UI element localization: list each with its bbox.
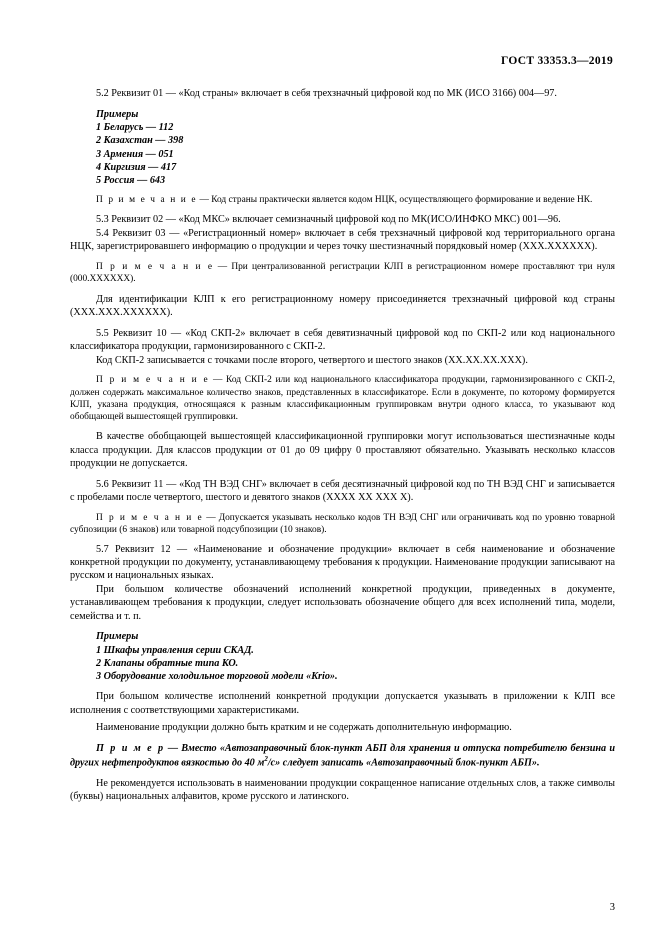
examples-title: Примеры [96,108,139,120]
document-body [70,87,615,804]
paragraph: 5.6 Реквизит 11 — «Код ТН ВЭД СНГ» включает в себя десятизначный цифровой код по ТН ВЭД СНГ и записывается с пробелами после четвертого, шестого и девятого знаков (ХХХХ ХХ ХХХ Х). [70,478,615,503]
paragraph: 5.3 Реквизит 02 — «Код МКС» включает семизначный цифровой код по МК(ИСО/ИНФКО МКС) 001—96. [96,214,561,226]
paragraph: 5.7 Реквизит 12 — «Наименование и обозначение продукции» включает в себя наименование и обозначение конкретной продукции по документу, устанавливающему требования к продукции. Наименование продукции записывают на русском и национальных языках. [70,543,615,582]
spacer [70,367,615,374]
paragraph: Наименование продукции должно быть кратким и не содержать дополнительную информацию. [96,722,512,734]
page-number: 3 [609,902,615,913]
paragraph: Не рекомендуется использовать в наименовании продукции сокращенное написание отдельных слов, а также символы (буквы) национальных алфавитов, кроме русского и латинского. [70,778,615,803]
note [70,374,615,423]
example-item: 3 Армения — 051 [96,148,174,160]
paragraph: В качестве обобщающей вышестоящей классификационной группировки могут использоваться шестизначные коды класса продукции. Для классов продукции от 01 до 09 цифру 0 проставляют обязательно. Указывать несколько классов продукции не допускается. [70,431,615,469]
paragraph: Код СКП-2 записывается с точками после второго, четвертого и шестого знаков (ХХ.ХХ.ХХ.ХХХ). [96,354,528,366]
note-label: П р и м е ч а н и е [96,262,214,273]
spacer [70,471,615,478]
note-text: — Допускается указывать несколько кодов ТН ВЭД СНГ или ограничивать код по уровню товарной субпозиции (6 знаков) или товарной подсубпозиции (10 знаков). [70,512,616,535]
spacer [70,735,615,742]
spacer [70,187,615,194]
superscript: 2 [264,755,268,764]
page-header: ГОСТ 33353.3—2019 [501,55,613,67]
paragraph: 5.4 Реквизит 03 — «Регистрационный номер» включает в себя трехзначный цифровой код территориального органа НЦК, зарегистрировавшего информацию о продукции и через точку шестизначный порядковый номер (ХХХ.ХХХХХХ). [70,228,615,253]
note [70,512,615,536]
note [70,194,615,206]
note-text: — Код СКП-2 или код национального классификатора продукции, гармонизированного с СКП-2, должен содержать максимальное количество знаков, представленных в классификаторе. Если в документе, по которому формируется КЛП, указана продукция, относящаяся к разным классификационным группировкам внутри одного класса, то указывают код обобщающей вышестоящей группировки. [70,375,615,423]
example-item: 4 Киргизия — 417 [96,161,177,173]
example-note [70,742,615,770]
example-item: 2 Казахстан — 398 [96,135,184,147]
spacer [70,536,615,543]
spacer [70,505,615,512]
note-label: П р и м е ч а н и е [96,375,210,386]
example-item: 2 Клапаны обратные типа КО. [96,657,239,669]
paragraph: При большом количестве обозначений исполнений конкретной продукции, приведенных в документе, устанавливающем требования к продукции, следует использовать обозначение общего для всех исполнений типа, модели, семейства и т. п. [70,584,615,622]
spacer [70,683,615,690]
paragraph: 5.2 Реквизит 01 — «Код страны» включает в себя трехзначный цифровой код по МК (ИСО 3166) 004—97. [96,88,557,99]
spacer [70,286,615,293]
examples-title: Примеры [96,631,139,643]
spacer [70,770,615,777]
note [70,261,615,285]
paragraph: Для идентификации КЛП к его регистрационному номеру присоединяется трехзначный цифровой код страны (ХХХ.ХХХ.ХХХХХХ). [70,293,615,318]
note-text: — При централизованной регистрации КЛП в регистрационном номере проставляют три нуля (000.ХХХХХХ). [70,262,615,285]
example-text-before: — Вместо «Автозаправочный блок-пункт АБП для хранения и отпуска потребителю бензина и других нефтепродуктов вязкостью до 40 м [70,743,615,769]
spacer [70,623,615,630]
example-item: 3 Оборудование холодильное торговой модели «Krio». [96,671,338,683]
paragraph: 5.5 Реквизит 10 — «Код СКП-2» включает в себя девятизначный цифровой код по СКП-2 или код национального классификатора продукции, гармонизированного с СКП-2. [70,327,615,352]
note-label: П р и м е ч а н и е [96,512,204,523]
example-item: 1 Беларусь — 112 [96,122,174,133]
example-text-after: /с» следует записать «Автозаправочный блок-пункт АБП». [267,757,540,769]
spacer [70,423,615,430]
spacer [70,254,615,261]
paragraph: При большом количестве исполнений конкретной продукции допускается указывать в приложении к КЛП все исполнения с соответствующими характеристиками. [70,691,615,716]
example-label: П р и м е р [96,743,165,755]
spacer [70,206,615,213]
spacer [70,320,615,327]
example-item: 5 Россия — 643 [96,175,166,186]
example-item: 1 Шкафы управления серии СКАД. [96,644,254,656]
spacer [70,101,615,108]
note-text: — Код страны практически является кодом НЦК, осуществляющего формирование и ведение НК. [197,195,593,206]
note-label: П р и м е ч а н и е [96,195,198,206]
